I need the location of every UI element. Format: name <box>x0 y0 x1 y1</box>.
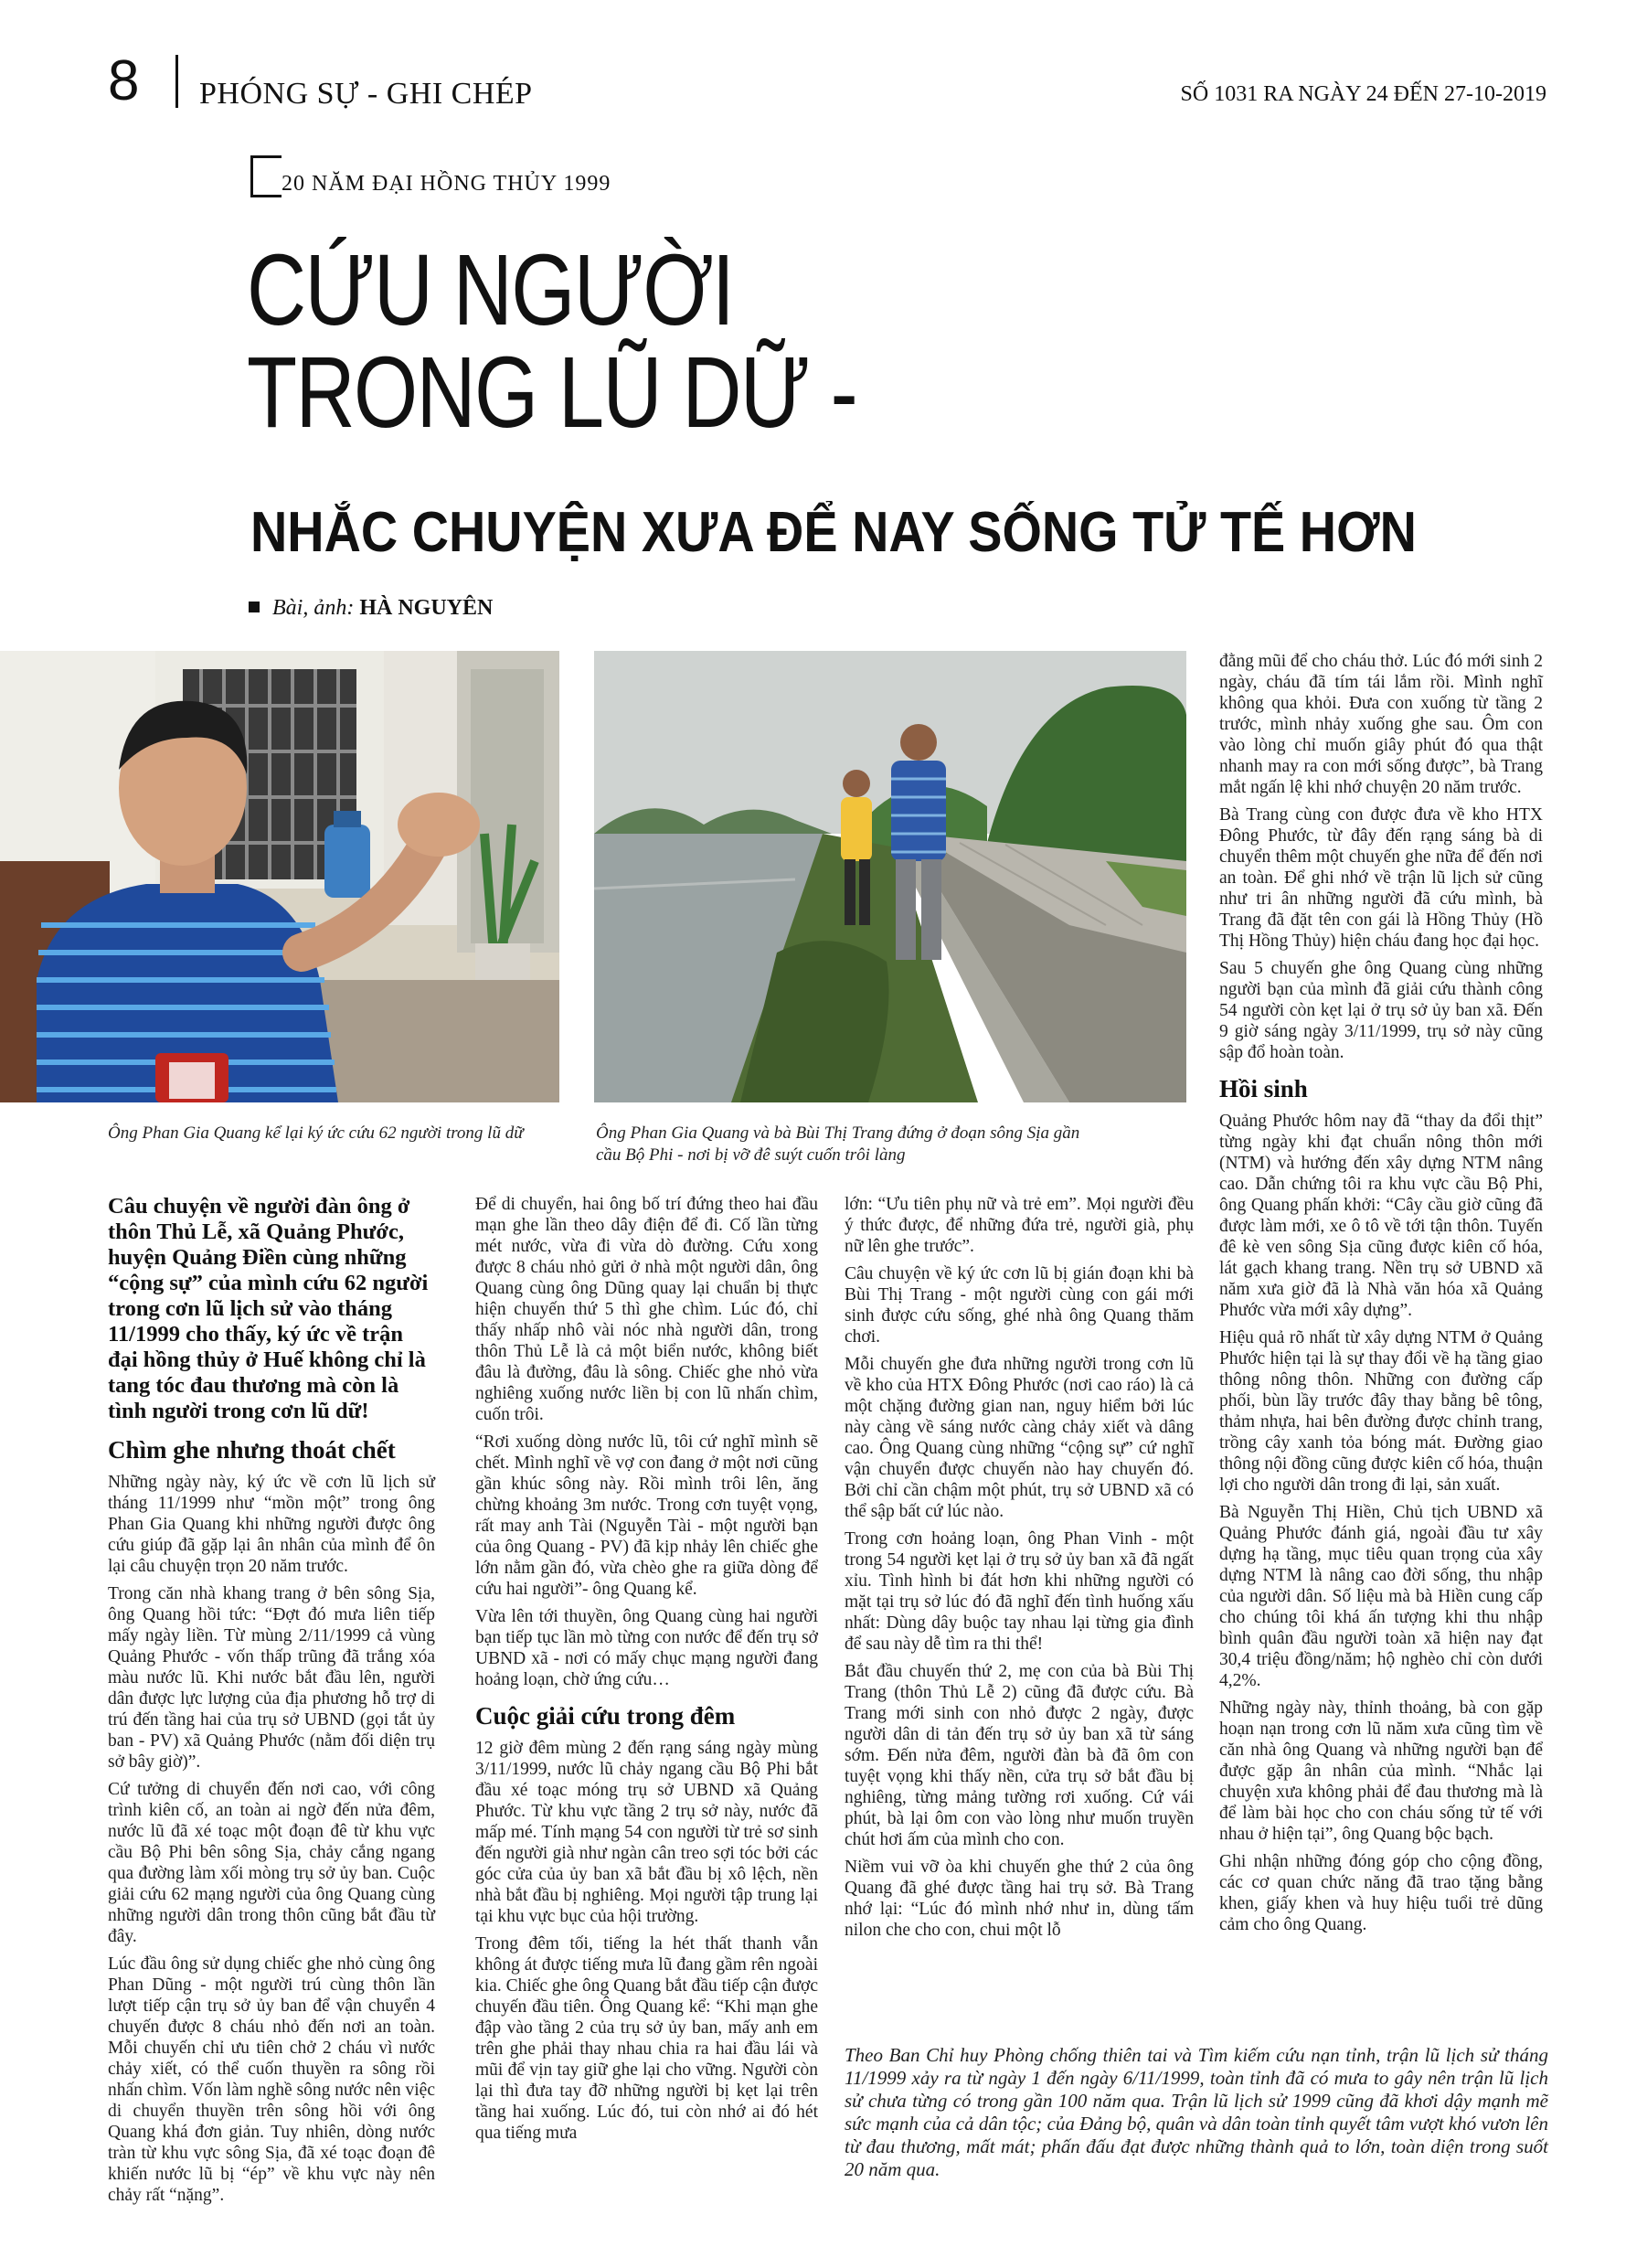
section-heading: Cuộc giải cứu trong đêm <box>475 1702 736 1730</box>
paragraph: Quảng Phước hôm nay đã “thay da đổi thịt” từng ngày khi đạt chuẩn nông thôn mới (NTM) và hướng đến xây dựng NTM nâng cao. Dẫn chứng tôi ra khu vực cầu Bộ Phi, ông Quang phấn khởi: “Cây cầu giờ cũng đã được làm mới, xe ô tô về tới tận thôn. Tuyến đê kè ven sông Sịa cũng được kiên cố hóa, lát gạch khang trang. Nền trụ sở UBND xã năm xưa giờ đã là Nhà văn hóa xã Quảng Phước vừa mới xây dựng”. <box>1219 1112 1543 1320</box>
paragraph: Cứ tưởng di chuyển đến nơi cao, với công trình kiên cố, an toàn ai ngờ đến nửa đêm, nước lũ đã xé toạc một đoạn đê từ khu vực cầu Bộ Phi bên sông Sịa, chảy cắng ngang qua đường làm xối mòng trụ sở ủy ban. Cuộc giải cứu 62 mạng người của ông Quang cùng những người dân trong thôn cũng bắt đầu từ đây. <box>108 1780 435 1946</box>
photo-riverside <box>594 651 1186 1102</box>
article-column-1 <box>108 1194 435 2212</box>
paragraph: Câu chuyện về ký ức cơn lũ bị gián đoạn khi bà Bùi Thị Trang - một người cùng con gái mới sinh được cứu sống, ghé nhà ông Quang thăm chơi. <box>845 1264 1194 1347</box>
page-number: 8 <box>108 49 140 112</box>
paragraph: “Rơi xuống dòng nước lũ, tôi cứ nghĩ mình sẽ chết. Mình nghĩ về vợ con đang ở một nơi cũng gần khúc sông này. Rồi mình trôi lên, ăng chừng khoảng 3m nước. Trong cơn tuyệt vọng, rất may anh Tài (Nguyễn Tài - một người bạn của ông Quang - PV) đã kịp nhảy lên chiếc ghe lớn nằm gần đó, vừa chèo ghe ra giữa dòng để cứu hai người”- ông Quang kể. <box>475 1432 818 1599</box>
section-heading: Hồi sinh <box>1219 1075 1308 1102</box>
paragraph: Để di chuyển, hai ông bố trí đứng theo hai đầu mạn ghe lần theo dây điện để đi. Cố lần từng mét nước, vừa đi vừa dò đường. Cứu xong được 8 cháu nhỏ gửi ở nhà một người dân, ông Quang cùng ông Dũng quay lại chuẩn bị thực hiện chuyến thứ 5 thì ghe chìm. Lúc đó, chỉ thấy nhấp nhô vài nóc nhà người dân, trong thôn Thủ Lễ là cả một biển nước, không biết đâu là đường, đâu là sông. Chiếc ghe nhỏ vừa nghiêng xuống nước liền bị con lũ nhấn chìm, cuốn trôi. <box>475 1195 818 1424</box>
paragraph: Bắt đầu chuyến thứ 2, mẹ con của bà Bùi Thị Trang (thôn Thủ Lễ 2) cũng đã được cứu. Bà Trang mới sinh con nhỏ được 2 ngày, được người dân di tản đến trụ sở ủy ban xã từ sáng sớm. Đến nửa đêm, người đàn bà đã ôm con tuyệt vọng khi thấy nền, cửa trụ sở bắt đầu bị nghiêng, từng mảng tường rơi xuống. Cứ vái phút, bà lại ôm con vào lòng như muốn truyền chút hơi ấm của mình cho con. <box>845 1662 1194 1849</box>
section-name: PHÓNG SỰ - GHI CHÉP <box>199 77 533 111</box>
paragraph: Hiệu quả rõ nhất từ xây dựng NTM ở Quảng Phước hiện tại là sự thay đổi về hạ tầng giao thông nông thôn. Những con đường cấp phối, bùn lầy trước đây thay bằng bê tông, thảm nhựa, hai bên đường được chỉnh trang, trồng cây xanh tỏa bóng mát. Đường giao thông nội đồng cũng được kiên cố hóa, thuận lợi cho người dân trong đi lại, sản xuất. <box>1219 1328 1543 1495</box>
article-lead: Câu chuyện về người đàn ông ở thôn Thủ Lễ, xã Quảng Phước, huyện Quảng Điền cùng những “cộng sự” của mình cứu 62 người trong cơn lũ lịch sử vào tháng 11/1999 cho thấy, ký ức về trận đại hồng thủy ở Huế không chỉ là tang tóc đau thương mà còn là tình người trong cơn lũ dữ! <box>108 1194 429 1423</box>
headline-line-2: TRONG LŨ DỮ - <box>247 336 857 449</box>
paragraph: đằng mũi để cho cháu thở. Lúc đó mới sinh 2 ngày, cháu đã tím tái lắm rồi. Mình nghĩ không qua khỏi. Đưa con xuống từ tầng 2 trước, mình nhảy xuống ghe sau. Ôm con vào lòng chỉ muốn giây phút đó qua thật nhanh may ra con mới sống được”, bà Trang mắt ngấn lệ khi nhớ chuyện 20 năm trước. <box>1219 652 1543 797</box>
byline-author: HÀ NGUYÊN <box>359 596 494 620</box>
kicker: 20 NĂM ĐẠI HỒNG THỦY 1999 <box>282 172 611 196</box>
paragraph: Lúc đầu ông sử dụng chiếc ghe nhỏ cùng ông Phan Dũng - một người trú cùng thôn lần lượt tiếp cận trụ sở ủy ban để vận chuyển 4 chuyến được 8 cháu nhỏ đến nơi an toàn. Mỗi chuyến chỉ ưu tiên chở 2 cháu vì nước chảy xiết, có thể cuốn thuyền ra sông rồi nhấn chìm. Vốn làm nghề sông nước nên việc di chuyển thuyền trên sông hồi với ông Quang khá đơn giản. Tuy nhiên, dòng nước tràn từ khu vực sông Sịa, đã xé toạc đoạn đê khiến nước lũ bị “ép” về khu vực này nên chảy rất “nặng”. <box>108 1954 435 2205</box>
paragraph: lớn: “Ưu tiên phụ nữ và trẻ em”. Mọi người đều ý thức được, để những đứa trẻ, người già, phụ nữ lên ghe trước”. <box>845 1195 1194 1256</box>
headline <box>247 234 857 449</box>
photo-caption-1: Ông Phan Gia Quang kể lại ký ức cứu 62 người trong lũ dữ <box>108 1123 524 1143</box>
paragraph: Trong đêm tối, tiếng la hét thất thanh vẫn không át được tiếng mưa lũ đang gầm rên ngoài kia. Chiếc ghe ông Quang bắt đầu tiếp cận được chuyến đầu tiên. Ông Quang kể: “Khi mạn ghe đập vào tầng 2 của trụ sở ủy ban, mấy anh em trên ghe phải thay nhau chia ra hai đầu lái và mũi để vịn tay giữ ghe lại cho vững. Người còn lại thì đưa tay đỡ những người bị kẹt lại trên tầng hai xuống. Lúc đó, tui còn nhớ ai đó hét qua tiếng mưa <box>475 1934 819 2143</box>
subheadline: NHẮC CHUYỆN XƯA ĐỂ NAY SỐNG TỬ TẾ HƠN <box>250 501 1417 564</box>
paragraph: Trong cơn hoảng loạn, ông Phan Vinh - một trong 54 người kẹt lại ở trụ sở ủy ban xã đã ngất xỉu. Tình hình bi đát hơn khi những người có mặt tại trụ sở lúc đó đã nghĩ đến tình huống xấu nhất: Dùng dây buộc tay nhau lại từng gia đình để sau này dễ tìm ra thi thể! <box>845 1529 1194 1654</box>
byline-label: Bài, ảnh: <box>272 596 355 620</box>
paragraph: Những ngày này, thỉnh thoảng, bà con gặp hoạn nạn trong cơn lũ năm xưa cũng tìm về căn nhà ông Quang và những người bạn để được gặp ân nhân của mình. “Nhắc lại chuyện xưa không phải để đau thương mà là để làm bài học cho con cháu sống tử tế với nhau ở hiện tại”, ông Quang bộc bạch. <box>1219 1698 1543 1844</box>
article-column-4 <box>1219 651 1543 1942</box>
sidebar-note: Theo Ban Chỉ huy Phòng chống thiên tai và Tìm kiếm cứu nạn tỉnh, trận lũ lịch sử tháng 11/1999 xảy ra từ ngày 1 đến ngày 6/11/1999, toàn tỉnh đã có mưa to gây nên trận lũ lịch sử chưa từng có trong gần 100 năm qua. Trận lũ lịch sử 1999 cũng đã khơi dậy mạnh mẽ sức mạnh của cả dân tộc; của Đảng bộ, quân và dân toàn tỉnh quyết tâm vượt khó vươn lên từ đau thương, mất mát; phấn đấu đạt được những thành quả to lớn, toàn diện trong suốt 20 năm qua. <box>845 2044 1548 2180</box>
article-column-2 <box>475 1194 818 2150</box>
paragraph: Mỗi chuyến ghe đưa những người trong cơn lũ về kho của HTX Đông Phước (nơi cao ráo) là cả một chặng đường gian nan, nguy hiểm bởi lúc này càng về sáng nước càng chảy xiết và dâng cao. Ông Quang cùng những “cộng sự” cứ nghĩ vận chuyển được chuyến nào hay chuyến đó. Bởi chỉ cần chậm một phút, trụ sở UBND xã có thể sập bất cứ lúc nào. <box>845 1355 1194 1521</box>
paragraph: Bà Nguyễn Thị Hiền, Chủ tịch UBND xã Quảng Phước đánh giá, ngoài đầu tư xây dựng hạ tầng, mục tiêu quan trọng của xây dựng NTM là nâng cao đời sống, thu nhập của người dân. Số liệu mà bà Hiền cung cấp cho chúng tôi khá ấn tượng khi thu nhập bình quân đầu người toàn xã hiện nay đạt 30,4 triệu đồng/năm; hộ nghèo chỉ còn dưới 4,2%. <box>1219 1503 1543 1690</box>
article-column-3 <box>845 1194 1194 1947</box>
paragraph: Ghi nhận những đóng góp cho cộng đồng, các cơ quan chức năng đã trao tặng bằng khen, giấy khen và huy hiệu tuổi trẻ dũng cảm cho ông Quang. <box>1219 1852 1543 1934</box>
paragraph: Vừa lên tới thuyền, ông Quang cùng hai người bạn tiếp tục lần mò từng con nước để đến trụ sở UBND xã - nơi có mấy chục mạng người đang hoảng loạn, chờ ứng cứu… <box>475 1607 818 1689</box>
paragraph: Sau 5 chuyến ghe ông Quang cùng những người bạn của mình đã giải cứu thành công 54 người còn kẹt lại ở trụ sở ủy ban xã. Đến 9 giờ sáng ngày 3/11/1999, trụ sở này cũng sập đổ hoàn toàn. <box>1219 959 1543 1062</box>
paragraph: Niềm vui vỡ òa khi chuyến ghe thứ 2 của ông Quang đã ghé được tầng hai trụ sở. Bà Trang nhớ lại: “Lúc đó mình nhớ như in, dùng tấm nilon che cho con, chui một lỗ <box>845 1858 1194 1940</box>
paragraph: Bà Trang cùng con được đưa về kho HTX Đông Phước, từ đây đến rạng sáng bà di chuyển thêm một chuyến ghe nữa để đến nơi an toàn. Để ghi nhớ về trận lũ lịch sử cũng như tri ân những người đã cứu mình, bà Trang đã đặt tên con gái là Hồng Thủy (Hồ Thị Hồng Thủy) hiện cháu đang học đại học. <box>1219 805 1543 951</box>
kicker-bracket <box>250 155 282 197</box>
paragraph: 12 giờ đêm mùng 2 đến rạng sáng ngày mùng 3/11/1999, nước lũ chảy ngang cầu Bộ Phi bắt đầu xé toạc móng trụ sở UBND xã Quảng Phước. Từ khu vực tầng 2 trụ sở này, nước đã mấp mé. Tính mạng 54 con người từ trẻ sơ sinh đến người già như ngàn cân treo sợi tóc bởi các góc cửa của ủy ban xã bắt đầu bị xô lệch, nền nhà bắt đầu bị nghiêng. Mọi người tập trung lại tại khu vực bục của hội trường. <box>475 1739 818 1926</box>
byline-square-icon <box>249 602 260 612</box>
paragraph: Trong căn nhà khang trang ở bên sông Sịa, ông Quang hồi tức: “Đợt đó mưa liên tiếp mấy ngày liền. Từ mùng 2/11/1999 cả vùng Quảng Phước - vốn thấp trũng đã trắng xóa màu nước lũ. Khi nước bắt đầu lên, người dân được lực lượng của địa phương hỗ trợ di trú đến tầng hai của trụ sở UBND (gọi tắt ủy ban - PV) xã Quảng Phước (nằm đối diện trụ sở bây giờ)”. <box>108 1584 435 1772</box>
photo-interview <box>0 651 559 1102</box>
headline-line-1: CỨU NGƯỜI <box>247 234 734 346</box>
paragraph: Những ngày này, ký ức về cơn lũ lịch sử tháng 11/1999 như “mồn một” trong ông Phan Gia Quang khi những người được ông cứu giúp đã gặp lại ân nhân của mình để ôn lại câu chuyện trọn 20 năm trước. <box>108 1473 435 1576</box>
section-heading: Chìm ghe nhưng thoát chết <box>108 1436 396 1464</box>
issue-info: SỐ 1031 RA NGÀY 24 ĐẾN 27-10-2019 <box>1180 82 1546 106</box>
byline <box>249 596 493 621</box>
photo-caption-2: Ông Phan Gia Quang và bà Bùi Thị Trang đứng ở đoạn sông Sịa gần cầu Bộ Phi - nơi bị vỡ đê suýt cuốn trôi làng <box>596 1123 1080 1165</box>
header-divider <box>175 55 178 108</box>
